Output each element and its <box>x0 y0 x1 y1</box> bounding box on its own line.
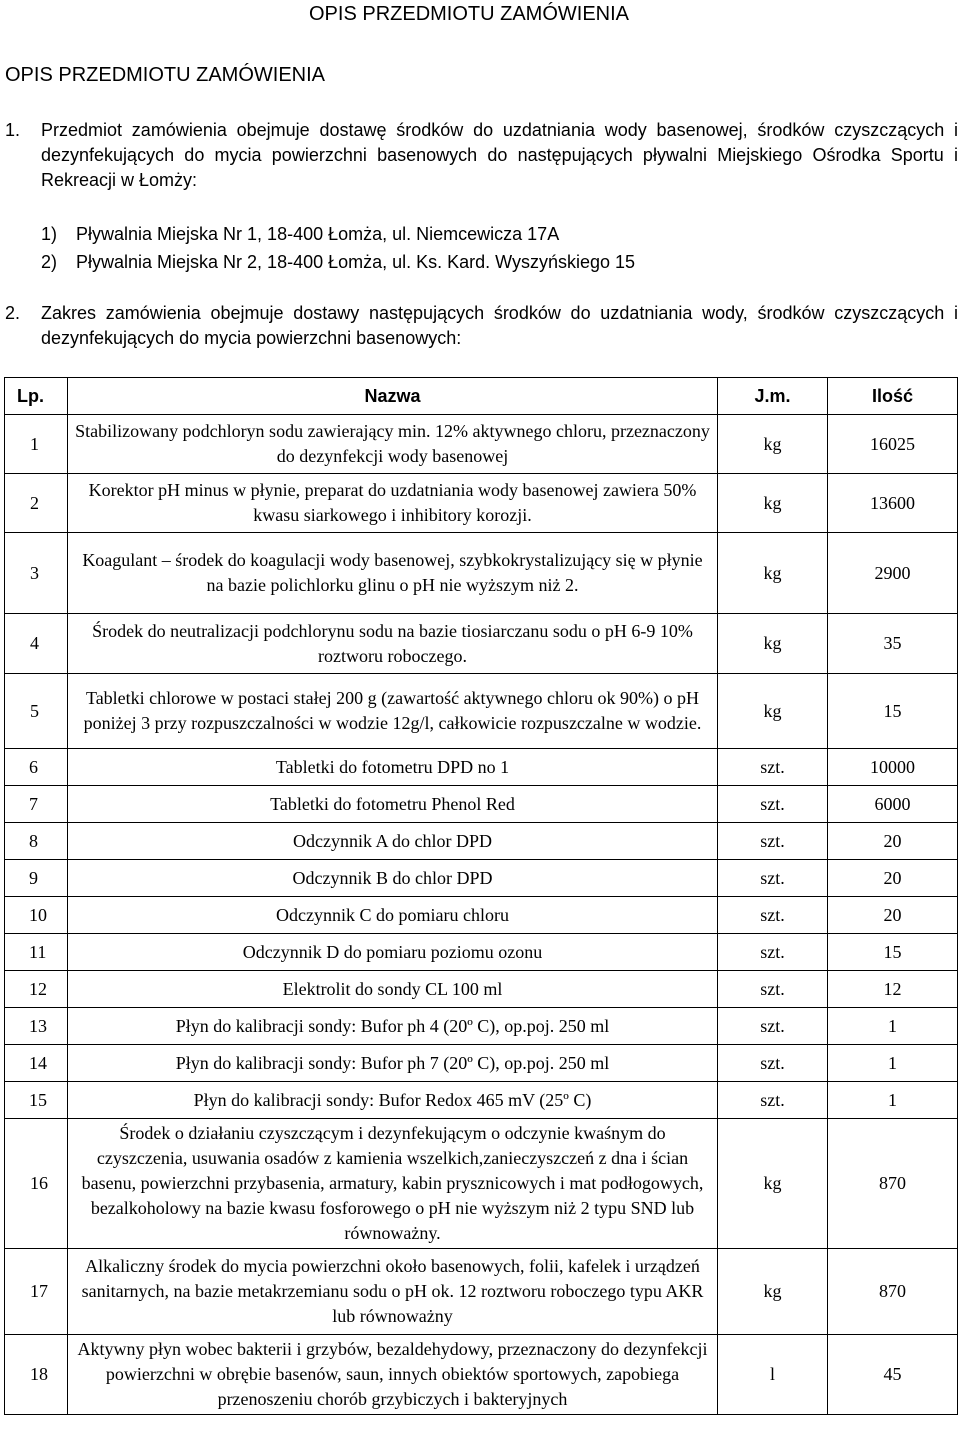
pool-address: Pływalnia Miejska Nr 2, 18-400 Łomża, ul. Ks. Kard. Wyszyńskiego 15 <box>76 252 636 272</box>
row-qty: 13600 <box>828 474 958 533</box>
row-qty: 1 <box>828 1082 958 1119</box>
row-unit: kg <box>718 533 828 614</box>
row-qty: 12 <box>828 971 958 1008</box>
table-row <box>5 897 958 934</box>
row-name: Korektor pH minus w płynie, preparat do uzdatniania wody basenowej zawiera 50% kwasu siarkowego i inhibitory korozji. <box>68 474 718 533</box>
row-lp: 15 <box>5 1082 68 1119</box>
row-lp: 1 <box>5 415 68 474</box>
table-row <box>5 786 958 823</box>
row-unit: l <box>718 1335 828 1415</box>
row-name: Odczynnik C do pomiaru chloru <box>68 897 718 934</box>
row-qty: 2900 <box>828 533 958 614</box>
row-unit: szt. <box>718 860 828 897</box>
pool-number: 1) <box>41 224 58 244</box>
row-lp: 12 <box>5 971 68 1008</box>
table-row <box>5 533 958 614</box>
table-row <box>5 749 958 786</box>
table-row <box>5 674 958 749</box>
row-unit: kg <box>718 614 828 674</box>
row-unit: szt. <box>718 1082 828 1119</box>
table-row <box>5 823 958 860</box>
row-unit: szt. <box>718 934 828 971</box>
pool-list-item <box>41 248 635 276</box>
row-lp: 16 <box>5 1119 68 1249</box>
row-qty: 20 <box>828 897 958 934</box>
row-lp: 13 <box>5 1008 68 1045</box>
row-lp: 2 <box>5 474 68 533</box>
row-lp: 11 <box>5 934 68 971</box>
row-qty: 6000 <box>828 786 958 823</box>
table-row <box>5 1082 958 1119</box>
section-1 <box>5 118 958 193</box>
row-qty: 1 <box>828 1045 958 1082</box>
row-name: Tabletki do fotometru DPD no 1 <box>68 749 718 786</box>
row-name: Odczynnik B do chlor DPD <box>68 860 718 897</box>
row-lp: 8 <box>5 823 68 860</box>
section-1-text: Przedmiot zamówienia obejmuje dostawę środków do uzdatniania wody basenowej, środków czyszczących i dezynfekujących do mycia powierzchni basenowych do następujących pływalni Miejskiego Ośrodka Sportu i Rekreacji w Łomży: <box>41 120 958 190</box>
table-row <box>5 415 958 474</box>
row-unit: kg <box>718 674 828 749</box>
row-unit: szt. <box>718 749 828 786</box>
document-title: OPIS PRZEDMIOTU ZAMÓWIENIA <box>5 64 326 86</box>
row-name: Stabilizowany podchloryn sodu zawierający min. 12% aktywnego chloru, przeznaczony do dezynfekcji wody basenowej <box>68 415 718 474</box>
section-1-number: 1. <box>5 120 21 140</box>
row-qty: 35 <box>828 614 958 674</box>
row-unit: kg <box>718 474 828 533</box>
items-table <box>4 377 958 1415</box>
row-lp: 18 <box>5 1335 68 1415</box>
row-qty: 15 <box>828 674 958 749</box>
row-name: Aktywny płyn wobec bakterii i grzybów, bezaldehydowy, przeznaczony do dezynfekcji powierzchni w obrębie basenów, saun, innych obiektów sportowych, zapobiega przenoszeniu chorób grzybiczych i bakteryjnych <box>68 1335 718 1415</box>
row-lp: 17 <box>5 1249 68 1335</box>
row-lp: 7 <box>5 786 68 823</box>
row-unit: szt. <box>718 823 828 860</box>
table-row <box>5 1119 958 1249</box>
table-row <box>5 474 958 533</box>
row-name: Płyn do kalibracji sondy: Bufor ph 4 (20º C), op.poj. 250 ml <box>68 1008 718 1045</box>
row-lp: 10 <box>5 897 68 934</box>
row-unit: szt. <box>718 1008 828 1045</box>
table-row <box>5 1335 958 1415</box>
row-unit: szt. <box>718 897 828 934</box>
row-unit: kg <box>718 415 828 474</box>
row-qty: 1 <box>828 1008 958 1045</box>
row-unit: szt. <box>718 1045 828 1082</box>
table-row <box>5 971 958 1008</box>
row-name: Elektrolit do sondy CL 100 ml <box>68 971 718 1008</box>
pool-number: 2) <box>41 252 58 272</box>
header-unit: J.m. <box>718 378 828 415</box>
row-name: Odczynnik A do chlor DPD <box>68 823 718 860</box>
header-lp: Lp. <box>5 378 68 415</box>
row-lp: 14 <box>5 1045 68 1082</box>
row-unit: szt. <box>718 971 828 1008</box>
row-qty: 15 <box>828 934 958 971</box>
row-name: Tabletki chlorowe w postaci stałej 200 g (zawartość aktywnego chloru ok 90%) o pH poniżej 3 przy rozpuszczalności w wodzie 12g/l, całkowicie rozpuszczalne w wodzie. <box>68 674 718 749</box>
table-row <box>5 614 958 674</box>
row-lp: 6 <box>5 749 68 786</box>
row-name: Środek o działaniu czyszczącym i dezynfekującym o odczynie kwaśnym do czyszczenia, usuwania osadów z kamienia wszelkich,zanieczyszczeń z dna i ścian basenu, powierzchni przybasenia, armatury, kabin prysznicowych i mat podłogowych, bezalkoholowy na bazie kwasu fosforowego o pH nie wyższym niż 2 typu SND lub równoważny. <box>68 1119 718 1249</box>
row-name: Płyn do kalibracji sondy: Bufor ph 7 (20º C), op.poj. 250 ml <box>68 1045 718 1082</box>
row-lp: 3 <box>5 533 68 614</box>
section-2 <box>5 301 958 351</box>
row-qty: 20 <box>828 860 958 897</box>
row-lp: 4 <box>5 614 68 674</box>
pool-address: Pływalnia Miejska Nr 1, 18-400 Łomża, ul. Niemcewicza 17A <box>76 224 560 244</box>
row-qty: 10000 <box>828 749 958 786</box>
pool-list-item <box>41 220 559 248</box>
page-header-title: OPIS PRZEDMIOTU ZAMÓWIENIA <box>309 3 630 25</box>
table-row <box>5 1249 958 1335</box>
row-name: Tabletki do fotometru Phenol Red <box>68 786 718 823</box>
row-qty: 870 <box>828 1119 958 1249</box>
row-name: Alkaliczny środek do mycia powierzchni około basenowych, folii, kafelek i urządzeń sanitarnych, na bazie metakrzemianu sodu o pH ok. 12 roztworu roboczego typu AKR lub równoważny <box>68 1249 718 1335</box>
row-unit: kg <box>718 1119 828 1249</box>
row-qty: 45 <box>828 1335 958 1415</box>
row-name: Płyn do kalibracji sondy: Bufor Redox 465 mV (25º C) <box>68 1082 718 1119</box>
table-row <box>5 934 958 971</box>
header-qty: Ilość <box>828 378 958 415</box>
row-unit: kg <box>718 1249 828 1335</box>
table-row <box>5 1008 958 1045</box>
table-row <box>5 860 958 897</box>
row-lp: 9 <box>5 860 68 897</box>
section-2-number: 2. <box>5 303 21 323</box>
section-2-text: Zakres zamówienia obejmuje dostawy następujących środków do uzdatniania wody, środków czyszczących i dezynfekujących do mycia powierzchni basenowych: <box>41 303 958 348</box>
row-qty: 20 <box>828 823 958 860</box>
row-lp: 5 <box>5 674 68 749</box>
row-qty: 16025 <box>828 415 958 474</box>
row-unit: szt. <box>718 786 828 823</box>
row-name: Koagulant – środek do koagulacji wody basenowej, szybkokrystalizujący się w płynie na bazie polichlorku glinu o pH nie wyższym niż 2. <box>68 533 718 614</box>
table-row <box>5 1045 958 1082</box>
table-header-row <box>5 378 958 415</box>
row-name: Odczynnik D do pomiaru poziomu ozonu <box>68 934 718 971</box>
row-qty: 870 <box>828 1249 958 1335</box>
row-name: Środek do neutralizacji podchlorynu sodu na bazie tiosiarczanu sodu o pH 6-9 10% roztworu roboczego. <box>68 614 718 674</box>
header-name: Nazwa <box>68 378 718 415</box>
